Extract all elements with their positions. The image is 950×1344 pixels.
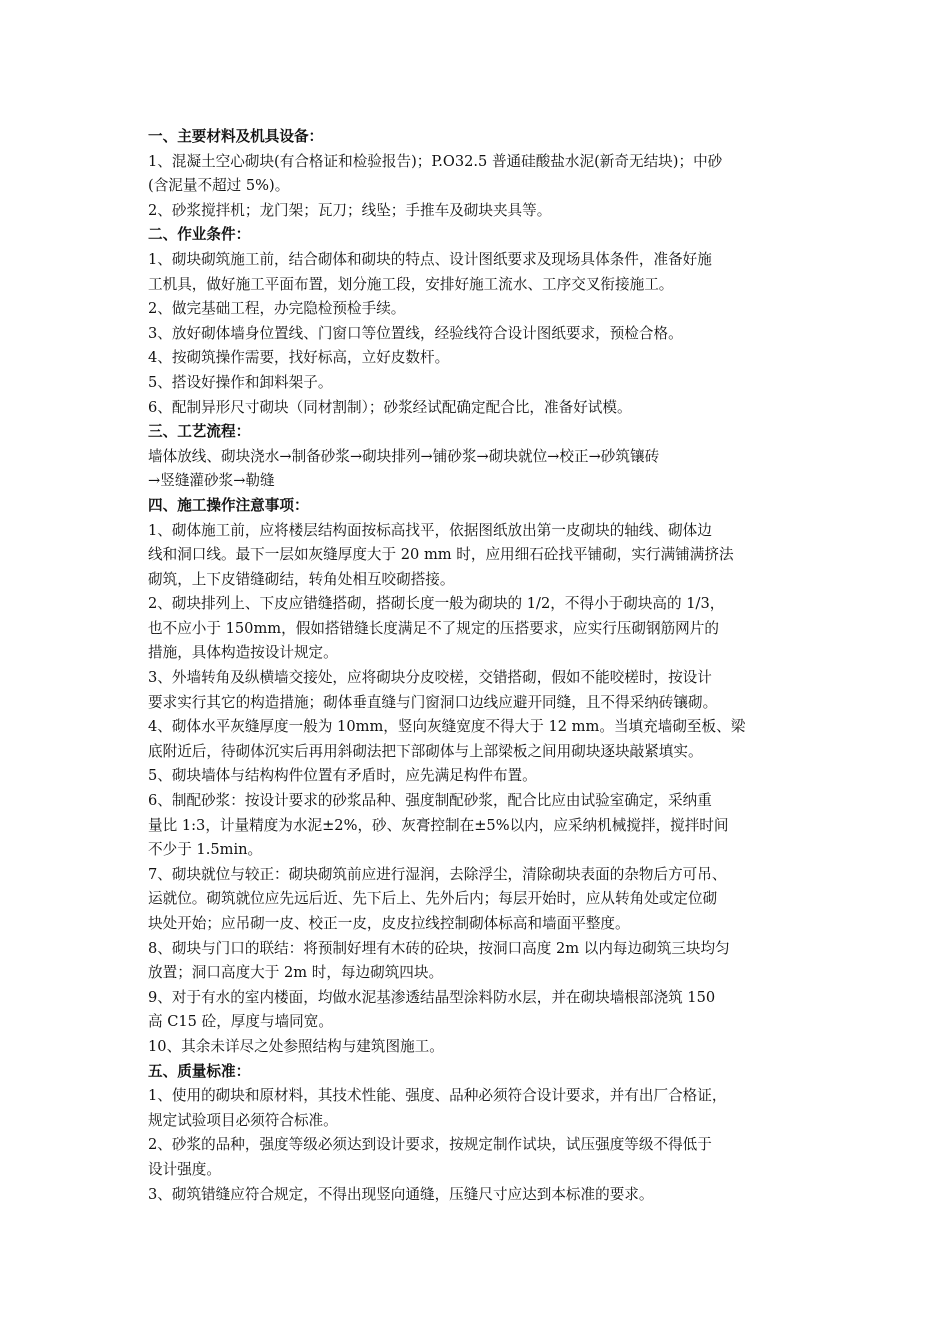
text-line: 设计强度。 — [148, 1160, 221, 1178]
section-heading: 三、工艺流程： — [148, 423, 251, 441]
text-line: 要求实行其它的构造措施；砌体垂直缝与门窗洞口边线应避开同缝，且不得采纳砖镶砌。 — [148, 693, 718, 711]
text-line: 5、砌块墙体与结构构件位置有矛盾时，应先满足构件布置。 — [148, 767, 537, 785]
text-line: 1、砌体施工前，应将楼层结构面按标高找平，依据图纸放出第一皮砌块的轴线、砌体边 — [148, 521, 712, 539]
text-line: 工机具，做好施工平面布置，划分施工段，安排好施工流水、工序交叉衔接施工。 — [148, 275, 674, 293]
text-line: 9、对于有水的室内楼面，均做水泥基渗透结晶型涂料防水层，并在砌块墙根部浇筑 150 — [148, 988, 716, 1006]
section-heading: 四、施工操作注意事项： — [148, 496, 309, 514]
text-line: 6、配制异形尺寸砌块（同材割制）；砂浆经试配确定配合比，准备好试模。 — [148, 398, 632, 416]
text-line: 1、砌块砌筑施工前，结合砌体和砌块的特点、设计图纸要求及现场具体条件，准备好施 — [148, 250, 712, 268]
text-line: 1、混凝土空心砌块(有合格证和检验报告)；P.O32.5 普通硅酸盐水泥(新奇无结块)；中砂 — [148, 152, 723, 170]
text-line: 10、其余未详尽之处参照结构与建筑图施工。 — [148, 1037, 444, 1055]
text-line: 规定试验项目必须符合标准。 — [148, 1111, 338, 1129]
text-line: 线和洞口线。最下一层如灰缝厚度大于 20 mm 时，应用细石砼找平铺砌，实行满铺满挤法 — [148, 546, 734, 564]
section-heading: 五、质量标准： — [148, 1062, 251, 1080]
text-line: 量比 1:3，计量精度为水泥±2%，砂、灰膏控制在±5%以内，应采纳机械搅拌，搅拌时间 — [148, 816, 729, 834]
text-line: 放置；洞口高度大于 2m 时，每边砌筑四块。 — [148, 964, 444, 982]
text-line: 不少于 1.5min。 — [148, 841, 263, 859]
text-line: 2、砂浆的品种，强度等级必须达到设计要求，按规定制作试块，试压强度等级不得低于 — [148, 1136, 712, 1154]
text-line: 运就位。砌筑就位应先远后近、先下后上、先外后内；每层开始时，应从转角处或定位砌 — [148, 890, 718, 908]
text-line: 块处开始；应吊砌一皮、校正一皮，皮皮拉线控制砌体标高和墙面平整度。 — [148, 915, 630, 932]
text-line: 2、砌块排列上、下皮应错缝搭砌，搭砌长度一般为砌块的 1/2，不得小于砌块高的 1/3， — [148, 595, 725, 613]
section-heading: 二、作业条件： — [148, 226, 251, 244]
text-line: 底附近后，待砌体沉实后再用斜砌法把下部砌体与上部梁板之间用砌块逐块敲紧填实。 — [148, 742, 703, 760]
section-heading: 一、主要材料及机具设备： — [148, 128, 324, 145]
text-line: 措施，具体构造按设计规定。 — [148, 644, 338, 662]
text-line: 2、做完基础工程，办完隐检预检手续。 — [148, 300, 406, 318]
text-line: 8、砌块与门口的联结：将预制好埋有木砖的砼块，按洞口高度 2m 以内每边砌筑三块均匀 — [148, 939, 730, 957]
text-line: →竖缝灌砂浆→勒缝 — [148, 472, 275, 490]
text-line: 高 C15 砼，厚度与墙同宽。 — [148, 1013, 333, 1031]
text-line: 4、按砌筑操作需要，找好标高，立好皮数杆。 — [148, 349, 450, 367]
text-line: 3、外墙转角及纵横墙交接处，应将砌块分皮咬槎，交错搭砌，假如不能咬槎时，按设计 — [148, 669, 712, 687]
text-line: 也不应小于 150mm，假如搭错缝长度满足不了规定的压搭要求，应实行压砌钢筋网片的 — [148, 619, 719, 637]
text-line: 6、制配砂浆：按设计要求的砂浆品种、强度制配砂浆，配合比应由试验室确定，采纳重 — [148, 792, 712, 810]
document-body — [148, 125, 828, 1207]
text-line: 3、放好砌体墙身位置线、门窗口等位置线，经验线符合设计图纸要求，预检合格。 — [148, 324, 683, 342]
text-line: 砌筑，上下皮错缝砌结，转角处相互咬砌搭接。 — [148, 570, 455, 588]
text-line: 2、砂浆搅拌机；龙门架；瓦刀；线坠；手推车及砌块夹具等。 — [148, 201, 552, 219]
text-line: 4、砌体水平灰缝厚度一般为 10mm，竖向灰缝宽度不得大于 12 mm。当填充墙砌至板、梁 — [148, 718, 746, 736]
text-line: 1、使用的砌块和原材料，其技术性能、强度、品种必须符合设计要求，并有出厂合格证， — [148, 1087, 727, 1105]
text-line: 7、砌块就位与较正：砌块砌筑前应进行湿润，去除浮尘，清除砌块表面的杂物后方可吊、 — [148, 865, 727, 883]
text-line: 墙体放线、砌块浇水→制备砂浆→砌块排列→铺砂浆→砌块就位→校正→砂筑镶砖 — [148, 447, 660, 465]
text-line: 5、搭设好操作和卸料架子。 — [148, 373, 333, 391]
text-line: 3、砌筑错缝应符合规定，不得出现竖向通缝，压缝尺寸应达到本标准的要求。 — [148, 1185, 654, 1203]
text-line: (含泥量不超过 5%)。 — [148, 177, 290, 195]
